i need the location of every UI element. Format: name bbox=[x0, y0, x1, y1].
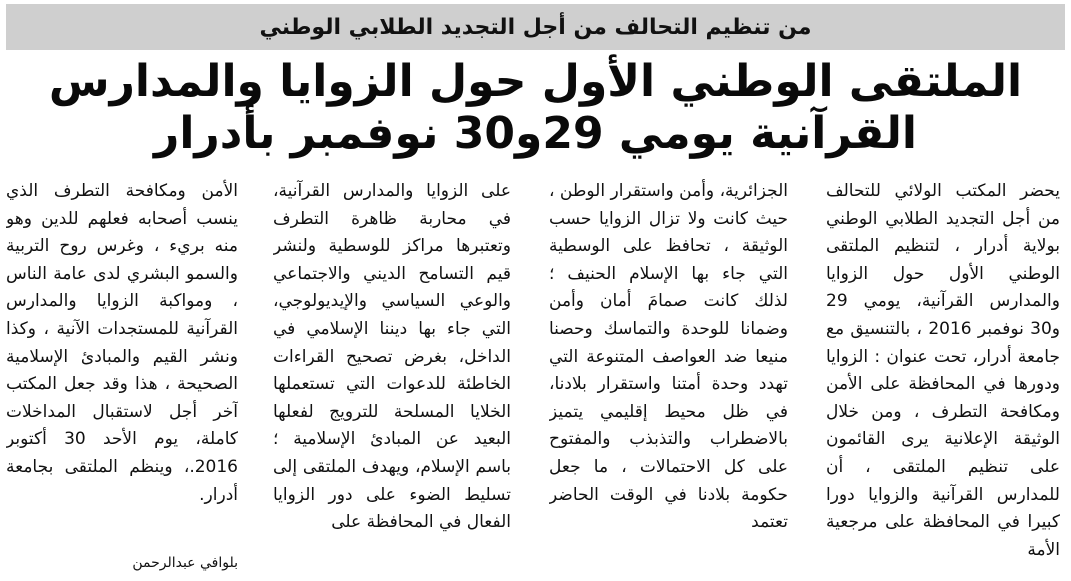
article-column-3: على الزوايا والمدارس القرآنية، في محاربة ظاهرة التطرف وتعتبرها مراكز للوسطية ولنشر قيم التسامح الديني والاجتماعي والوعي السياسي والإيديولوجي، التي جاء بها ديننا الإسلامي في الداخل، بغرض تصحيح القراءات الخاطئة للدعوات التي تستعملها الخلايا المسلحة للترويج لفعلها البعيد عن المبادئ الإسلامية ؛ باسم الإسلام، ويهدف الملتقى إلى تسليط الضوء على دور الزوايا الفعال في المحافظة على bbox=[273, 181, 511, 533]
article-headline: الملتقى الوطني الأول حول الزوايا والمدارس القرآنية يومي 29و30 نوفمبر بأدرار bbox=[48, 56, 1023, 159]
article-byline: بلوافي عبدالرحمن bbox=[132, 555, 238, 571]
article-kicker: من تنظيم التحالف من أجل التجديد الطلابي الوطني bbox=[6, 4, 1065, 50]
article-column-2: الجزائرية، وأمن واستقرار الوطن ، حيث كانت ولا تزال الزوايا حسب الوثيقة ، تحافظ على الوسطية التي جاء بها الإسلام الحنيف ؛ لذلك كانت صمامَ أمان وأمن وضمانا للوحدة والتماسك وحصنا منيعا ضد العواصف المتنوعة التي تهدد وحدة أمتنا واستقرار بلادنا، في ظل محيط إقليمي يتميز بالاضطراب والتذبذب والمفتوح على كل الاحتمالات ، ما جعل حكومة بلادنا في الوقت الحاضر تعتمد bbox=[549, 181, 788, 533]
article-column-4-text: الأمن ومكافحة التطرف الذي ينسب أصحابه فعلهم للدين وهو منه بريء ، وغرس روح التربية والسمو البشري لدى عامة الناس ، ومواكبة الزوايا والمدارس القرآنية للمستجدات الآنية ، وكذا ونشر القيم والمبادئ الإسلامية الصحيحة ، هذا وقد جعل المكتب آخر أجل لاستقبال المداخلات كاملة، يوم الأحد 30 أكتوبر 2016.، وينظم الملتقى بجامعة أدرار. bbox=[6, 181, 238, 505]
article-column-1: يحضر المكتب الولائي للتحالف من أجل التجديد الطلابي الوطني بولاية أدرار ، لتنظيم الملتقى الوطني الأول حول الزوايا والمدارس القرآنية، يومي 29 و30 نوفمبر 2016 ، بالتنسيق مع جامعة أدرار، تحت عنوان : الزوايا ودورها في المحافظة على الأمن ومكافحة التطرف ، ومن خلال الوثيقة الإعلانية يرى القائمون على تنظيم الملتقى ، أن للمدارس القرآنية والزوايا دورا كبيرا في المحافظة على مرجعية الأمة bbox=[826, 181, 1060, 560]
article-column-4 bbox=[6, 178, 238, 573]
